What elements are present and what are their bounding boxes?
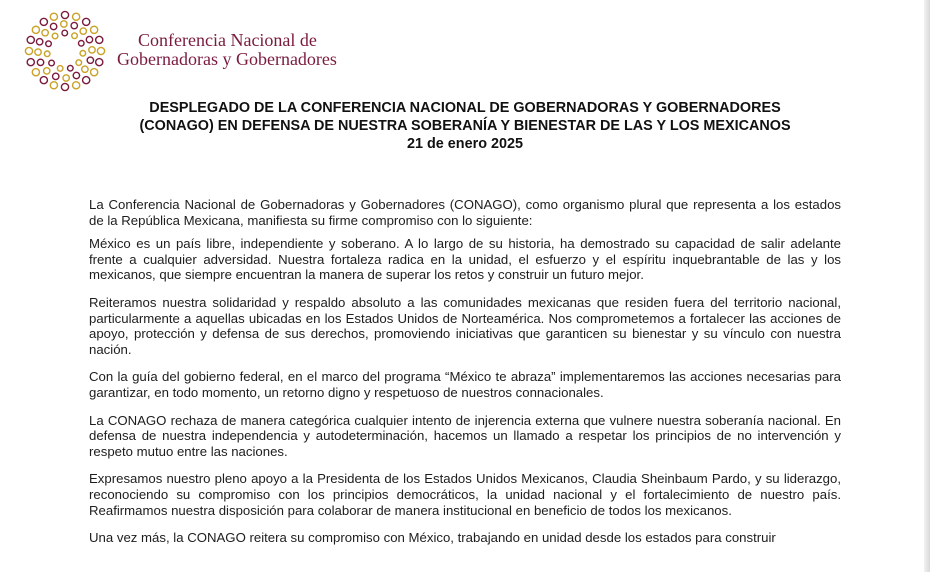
logo-ring-dot [73,13,80,20]
logo-ring-dot [82,66,88,72]
logo-ring-dot [57,66,63,72]
logo-ring-dot [40,18,47,25]
org-name [117,31,337,69]
logo-ring-dot [86,36,92,42]
logo-ring-dot [73,82,80,89]
document-body [89,197,841,558]
logo-ring-dot [89,47,95,53]
paragraph-solidarity: Reiteramos nuestra solidaridad y respaldo absoluto a las comunidades mexicanas que residen fuera del territorio nacional, particularmente a aquellas ubicadas en los Estados Unidos de Norteamérica. Nos comprometemos a fortalecer las acciones de apoyo, protección y defensa de sus derechos, promoviendo iniciativas que garanticen su bienestar y su vínculo con nuestra nación. [89,294,841,357]
logo-ring-dot [61,83,68,90]
logo-ring-dot [80,28,86,34]
logo-ring-dot [32,26,39,33]
logo-ring-dot [50,13,57,20]
paragraph-support-president: Expresamos nuestro pleno apoyo a la Presidenta de los Estados Unidos Mexicanos, Claudia Sheinbaum Pardo, y su liderazgo, reconociendo su compromiso con los principios democráticos, la unidad nacional y el fortalecimiento de nuestro país. Reafirmamos nuestra disposición para colaborar de manera institucional en beneficio de todos los mexicanos. [89,471,841,518]
title-line-1: DESPLEGADO DE LA CONFERENCIA NACIONAL DE GOBERNADORAS Y GOBERNADORES [149,100,781,116]
logo-ring-dot [87,57,93,63]
logo-ring-dot [61,11,68,18]
title-line-2: (CONAGO) EN DEFENSA DE NUESTRA SOBERANÍA Y BIENESTAR DE LAS Y LOS MEXICANOS [139,118,791,134]
logo-ring-dot [27,59,34,66]
logo-ring-dot [44,51,50,57]
paragraph-mexico-te-abraza: Con la guía del gobierno federal, en el marco del programa “México te abraza” implementaremos las acciones necesarias para garantizar, en todo momento, un retorno digno y respetuoso de nuestros connacionales. [89,369,841,400]
logo-ring-dot [53,73,59,79]
document-date: 21 de enero 2025 [407,136,523,152]
document-title [60,99,870,153]
org-name-line-2: Gobernadoras y Gobernadores [117,49,337,69]
logo-ring-dot [63,75,69,81]
logo-ring-dot [49,60,55,66]
logo-ring-dot [32,69,39,76]
logo-ring-dot [42,30,48,36]
logo-ring-dot [73,72,79,78]
logo-ring-dot [97,47,104,54]
logo-ring-dot [62,30,68,36]
logo-ring-dot [76,60,82,66]
paragraph-intro: La Conferencia Nacional de Gobernadoras y Gobernadores (CONAGO), como organismo plural que representa a los estados de la República Mexicana, manifiesta su firme compromiso con lo siguiente: [89,197,841,228]
logo-ring-dot [36,39,42,45]
org-name-line-1: Conferencia Nacional de [138,30,317,50]
logo-ring-dot [25,47,32,54]
logo-ring-dot [52,33,58,39]
paragraph-non-interference: La CONAGO rechaza de manera categórica cualquier intento de injerencia externa que vulnere nuestra soberanía nacional. En defensa de nuestra independencia y autodeterminación, hacemos un llamado a respetar los principios de no intervención y respeto mutuo entre las naciones. [89,412,841,459]
logo-ring-dot [71,22,77,28]
logo-ring-dot [96,59,103,66]
logo-ring-dot [91,26,98,33]
logo-ring-dot [44,68,50,74]
conago-logo-icon [24,10,106,92]
logo-ring-dot [83,77,90,84]
logo-ring-dot [78,40,84,46]
logo-ring-dot [72,33,78,39]
logo-ring-dot [27,36,34,43]
logo-ring-dot [37,59,43,65]
logo-ring-dot [80,51,86,57]
logo-ring-dot [40,77,47,84]
logo-ring-dot [50,82,57,89]
logo-ring-dot [35,49,41,55]
logo-ring-dot [68,65,74,71]
logo-ring-dot [46,41,52,47]
logo-ring-dot [83,18,90,25]
logo-ring-dot [96,36,103,43]
logo-ring-dot [50,23,56,29]
page-edge-shadow [924,0,930,572]
paragraph-sovereignty: México es un país libre, independiente y soberano. A lo largo de su historia, ha demostrado su capacidad de salir adelante frente a cualquier adversidad. Nuestra fortaleza radica en la unidad, el esfuerzo y el espíritu inquebrantable de las y los mexicanos, que siempre encuentran la manera de superar los retos y construir un futuro mejor. [89,236,841,283]
paragraph-closing: Una vez más, la CONAGO reitera su compromiso con México, trabajando en unidad desde los estados para construir [89,530,776,546]
logo-ring-dot [91,69,98,76]
logo-ring-dot [61,21,67,27]
